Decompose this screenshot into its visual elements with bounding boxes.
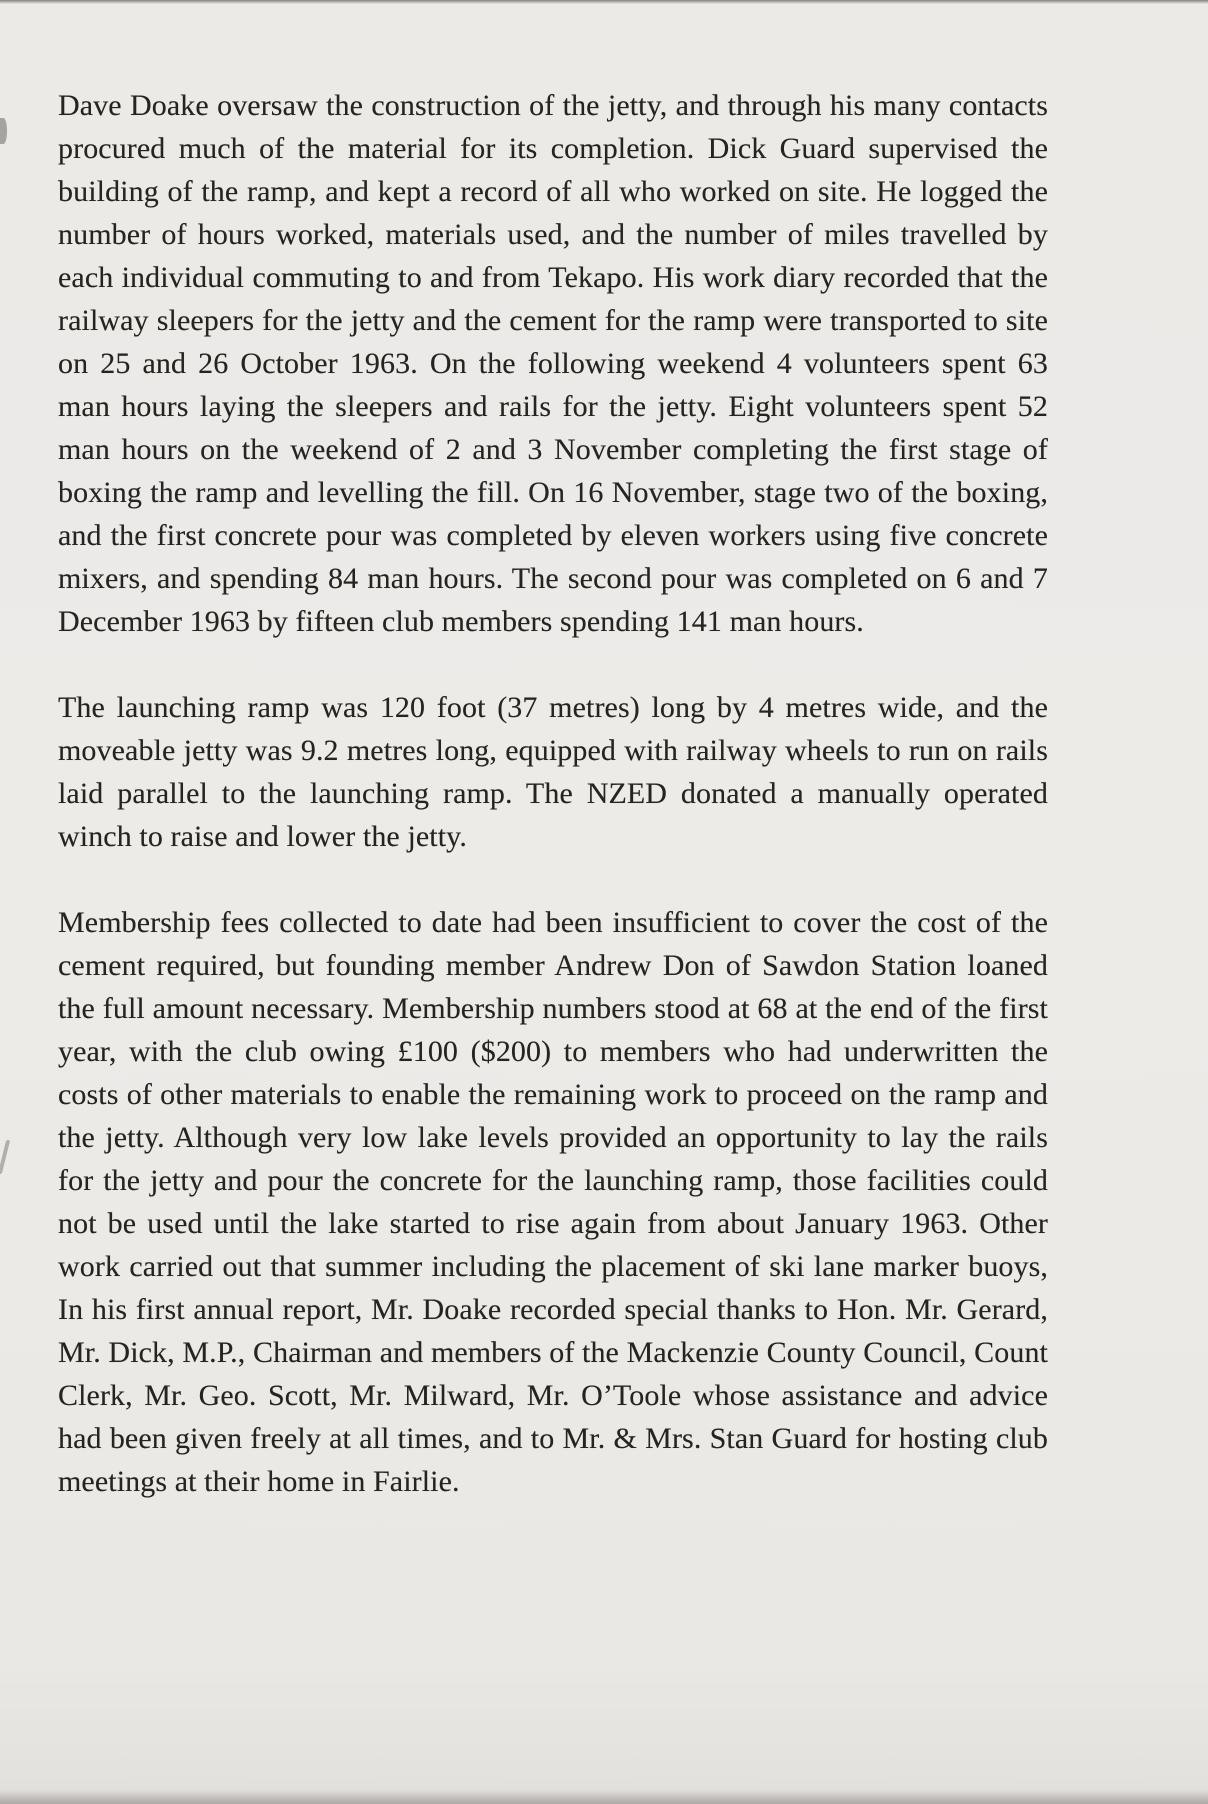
- page-text-block: [58, 84, 1048, 1546]
- paragraph-construction-log: Dave Doake oversaw the construction of the jetty, and through his many contacts procured much of the material for its completion. Dick Guard supervised the building of the ramp, and kept a record of all who worked on site. He logged the number of hours worked, materials used, and the number of miles travelled by each individual commuting to and from Tekapo. His work diary recorded that the railway sleepers for the jetty and the cement for the ramp were transported to site on 25 and 26 October 1963. On the following weekend 4 volunteers spent 63 man hours laying the sleepers and rails for the jetty. Eight volunteers spent 52 man hours on the weekend of 2 and 3 November completing the first stage of boxing the ramp and levelling the fill. On 16 November, stage two of the boxing, and the first concrete pour was completed by eleven workers using five concrete mixers, and spending 84 man hours. The second pour was completed on 6 and 7 December 1963 by fifteen club members spending 141 man hours.: [58, 89, 1048, 638]
- scan-edge-top-shadow: [0, 0, 1208, 4]
- paragraph-membership-finances: Membership fees collected to date had been insufficient to cover the cost of the cement required, but founding member Andrew Don of Sawdon Station loaned the full amount necessary. Membership numbers stood at 68 at the end of the first year, with the club owing £100 ($200) to members who had underwritten the costs of other materials to enable the remaining work to proceed on the ramp and the jetty. Although very low lake levels provided an opportunity to lay the rails for the jetty and pour the concrete for the launching ramp, those facilities could not be used until the lake started to rise again from about January 1963. Other work carried out that summer including the placement of ski lane marker buoys, In his first annual report, Mr. Doake recorded special thanks to Hon. Mr. Gerard, Mr. Dick, M.P., Chairman and members of the Mackenzie County Council, Count Clerk, Mr. Geo. Scott, Mr. Milward, Mr. O’Toole whose assistance and advice had been given freely at all times, and to Mr. & Mrs. Stan Guard for hosting club meetings at their home in Fairlie.: [58, 906, 1048, 1498]
- paragraph-ramp-dimensions: The launching ramp was 120 foot (37 metres) long by 4 metres wide, and the moveable jetty was 9.2 metres long, equipped with railway wheels to run on rails laid parallel to the launching ramp. The NZED donated a manually operated winch to raise and lower the jetty.: [58, 691, 1048, 853]
- scan-edge-bottom-shadow: [0, 1790, 1208, 1804]
- scan-artifact-left-upper: [0, 118, 7, 144]
- scan-artifact-left-lower: [0, 1140, 10, 1174]
